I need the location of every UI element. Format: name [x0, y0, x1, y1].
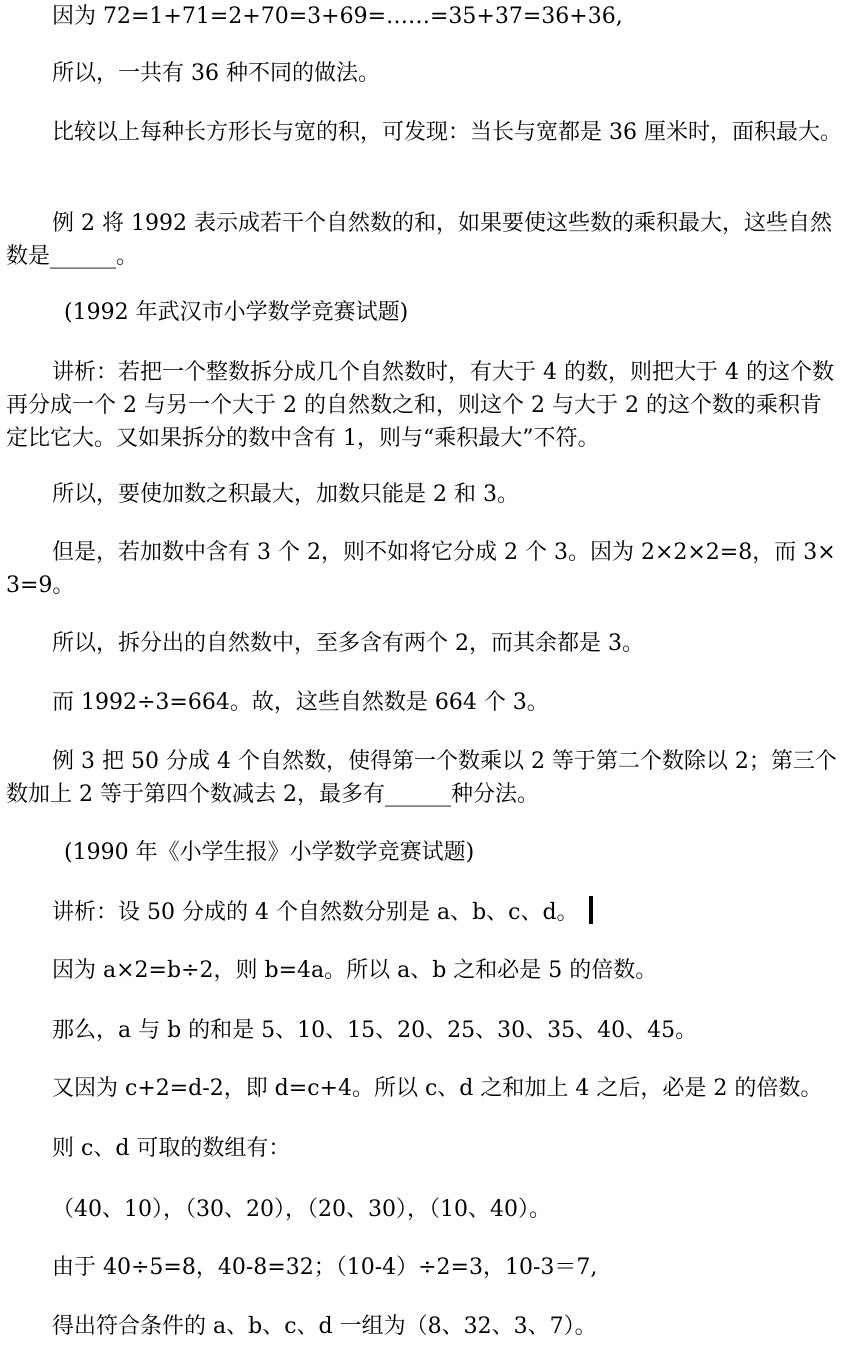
- paragraph-sum-decomposition: 因为 72=1+71=2+70=3+69=……=35+37=36+36,: [52, 4, 623, 29]
- paragraph-at-most-two-twos: 所以，拆分出的自然数中，至多含有两个 2，而其余都是 3。: [52, 631, 644, 656]
- text-cursor: [589, 896, 593, 924]
- paragraph-calculation: 由于 40÷5=8，40-8=32；（10-4）÷2=3，10-3＝7,: [52, 1255, 598, 1280]
- paragraph-cd-condition: 又因为 c+2=d-2，即 d=c+4。所以 c、d 之和加上 4 之后，必是 2 的倍数。: [52, 1076, 823, 1101]
- paragraph-b-equals-4a: 因为 a×2=b÷2，则 b=4a。所以 a、b 之和必是 5 的倍数。: [52, 958, 658, 983]
- paragraph-example-2: 例 2 将 1992 表示成若干个自然数的和，如果要使这些数的乘积最大，这些自然数是______。: [6, 211, 832, 269]
- paragraph-example-3: 例 3 把 50 分成 4 个自然数，使得第一个数乘以 2 等于第二个数除以 2；第三个数加上 2 等于第四个数减去 2，最多有______种分法。: [6, 749, 837, 807]
- paragraph-only-2-and-3: 所以，要使加数之积最大，加数只能是 2 和 3。: [52, 482, 519, 507]
- paragraph-result: 得出符合条件的 a、b、c、d 一组为（8、32、3、7）。: [52, 1314, 597, 1339]
- paragraph-area-max: 比较以上每种长方形长与宽的积，可发现：当长与宽都是 36 厘米时，面积最大。: [52, 120, 842, 145]
- paragraph-cd-groups: （40、10），（30、20），（20、30），（10、40）。: [52, 1197, 551, 1222]
- paragraph-analysis-3: [6, 896, 842, 929]
- source-1990: (1990 年《小学生报》小学数学竞赛试题): [64, 840, 475, 865]
- paragraph-sum-ab: 那么，a 与 b 的和是 5、10、15、20、25、30、35、40、45。: [52, 1018, 698, 1043]
- paragraph-36-ways: 所以，一共有 36 种不同的做法。: [52, 61, 380, 86]
- source-1992: (1992 年武汉市小学数学竞赛试题): [64, 300, 409, 325]
- analysis-3-text: 讲析：设 50 分成的 4 个自然数分别是 a、b、c、d。: [52, 900, 579, 925]
- paragraph-analysis-2: 讲析：若把一个整数拆分成几个自然数时，有大于 4 的数，则把大于 4 的这个数再分成一个 2 与另一个大于 2 的自然数之和，则这个 2 与大于 2 的这个数的乘积肯定比它大。又如果拆分的数中含有 1，则与“乘积最大”不符。: [6, 360, 834, 451]
- paragraph-664-threes: 而 1992÷3=664。故，这些自然数是 664 个 3。: [52, 690, 549, 715]
- paragraph-three-twos: 但是，若加数中含有 3 个 2，则不如将它分成 2 个 3。因为 2×2×2=8，而 3×3=9。: [6, 540, 836, 598]
- paragraph-cd-groups-intro: 则 c、d 可取的数组有：: [52, 1136, 291, 1161]
